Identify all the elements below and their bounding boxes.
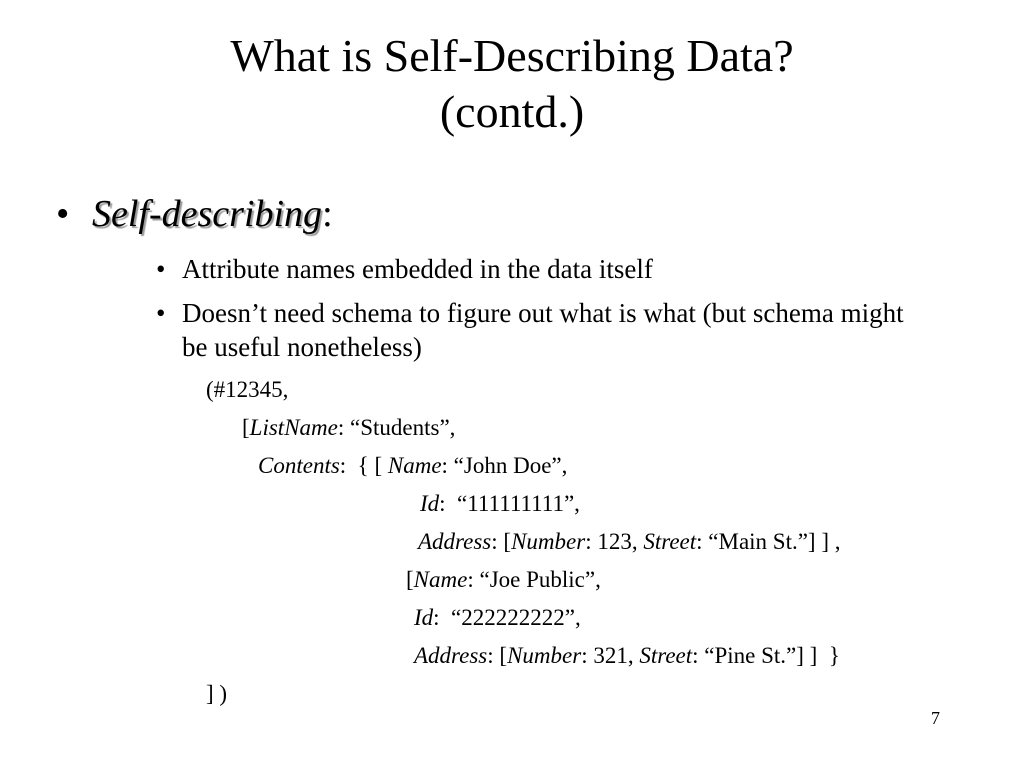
- sub-bullet-1: [156, 252, 916, 286]
- code-line-6: [Name: “Joe Public”,: [406, 567, 601, 592]
- title-line-2: (contd.): [439, 86, 585, 137]
- title-line-1: What is Self-Describing Data?: [230, 30, 794, 81]
- code-line-2: [ListName: “Students”,: [242, 415, 456, 440]
- sub-bullet-text: Doesn’t need schema to figure out what is what (but schema might be useful nonetheless): [182, 298, 904, 362]
- bullet-self-describing: [56, 190, 333, 238]
- sub-bullet-2: [156, 296, 916, 364]
- bullet-colon: :: [322, 193, 333, 235]
- code-line-1: (#12345,: [206, 377, 289, 402]
- code-line-9: ] ): [206, 681, 228, 706]
- code-line-4: Id: “111111111”,: [420, 491, 580, 516]
- page-number: 7: [931, 708, 940, 728]
- code-line-3: Contents: { [ Name: “John Doe”,: [258, 453, 568, 478]
- sub-bullet-marker: •: [156, 298, 166, 328]
- code-line-7: Id: “222222222”,: [414, 605, 581, 630]
- sub-bullet-marker: •: [156, 254, 166, 284]
- bullet-term: Self-describing: [92, 193, 323, 235]
- bullet-marker: •: [56, 193, 70, 235]
- code-line-5: Address: [Number: 123, Street: “Main St.”] ] ,: [418, 529, 841, 554]
- slide-title: [0, 28, 1024, 140]
- code-line-8: Address: [Number: 321, Street: “Pine St.”] ] }: [414, 643, 840, 668]
- sub-bullet-text: Attribute names embedded in the data itself: [182, 254, 653, 284]
